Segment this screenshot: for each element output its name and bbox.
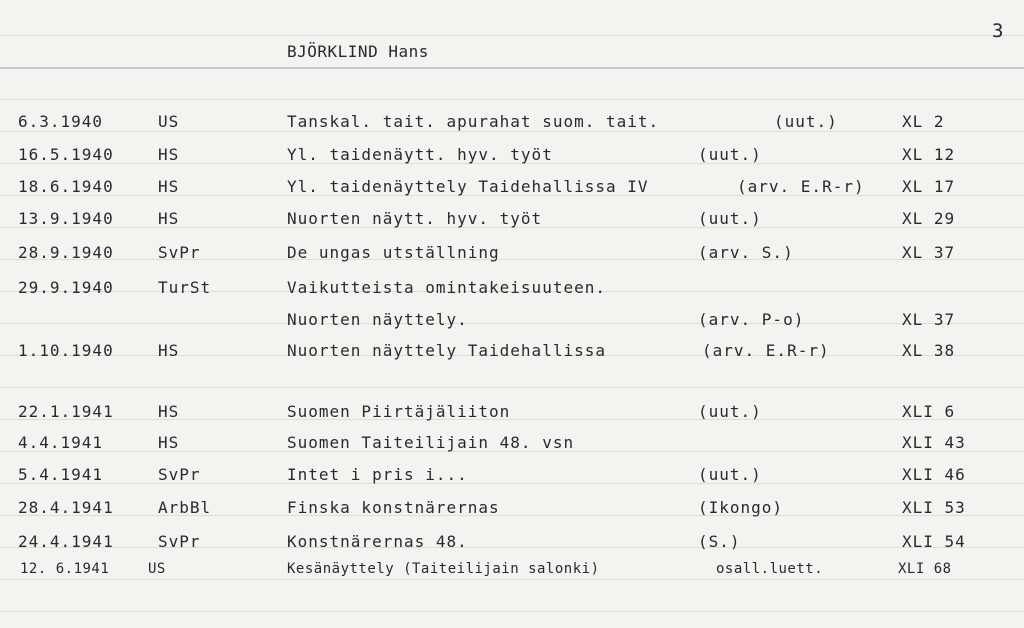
entry-row xyxy=(0,341,1024,371)
entry-row xyxy=(0,561,1024,591)
entry-ref: XL 12 xyxy=(902,145,956,164)
entry-note: (arv. S.) xyxy=(698,243,794,262)
entry-date: 22.1.1941 xyxy=(18,402,114,421)
entry-title: Suomen Piirtäjäliiton xyxy=(287,402,511,421)
entry-note: (arv. E.R-r) xyxy=(737,177,865,196)
entry-note: (uut.) xyxy=(698,402,762,421)
entry-ref: XL 37 xyxy=(902,243,956,262)
entry-row xyxy=(0,243,1024,273)
entry-date: 4.4.1941 xyxy=(18,433,104,452)
entry-title: Nuorten näytt. hyv. työt xyxy=(287,209,543,228)
entry-title: Nuorten näyttely Taidehallissa xyxy=(287,341,606,360)
page-number: 3 xyxy=(992,20,1004,42)
entry-title: Tanskal. tait. apurahat suom. tait. xyxy=(287,112,660,131)
entry-title: Finska konstnärernas xyxy=(287,498,500,517)
entry-ref: XL 29 xyxy=(902,209,956,228)
entry-ref: XL 17 xyxy=(902,177,956,196)
entry-row xyxy=(0,145,1024,175)
entry-source: US xyxy=(158,112,180,131)
entry-ref: XL 38 xyxy=(902,341,956,360)
entry-note: (uut.) xyxy=(698,209,762,228)
entry-note: (S.) xyxy=(698,532,741,551)
entry-date: 6.3.1940 xyxy=(18,112,104,131)
entry-ref: XLI 68 xyxy=(898,561,952,577)
header-divider xyxy=(0,67,1024,69)
entry-title: Nuorten näyttely. xyxy=(287,310,468,329)
entry-source: HS xyxy=(158,433,180,452)
entry-source: US xyxy=(148,561,166,577)
entry-date: 18.6.1940 xyxy=(18,177,114,196)
entry-note: (uut.) xyxy=(698,145,762,164)
entry-date: 24.4.1941 xyxy=(18,532,114,551)
entry-source: TurSt xyxy=(158,278,212,297)
entry-title: De ungas utställning xyxy=(287,243,500,262)
entry-row xyxy=(0,465,1024,495)
entry-note: (arv. P-o) xyxy=(698,310,805,329)
entry-note: (uut.) xyxy=(698,465,762,484)
entry-title: Suomen Taiteilijain 48. vsn xyxy=(287,433,575,452)
entry-ref: XLI 53 xyxy=(902,498,966,517)
entry-ref: XL 2 xyxy=(902,112,945,131)
entry-row xyxy=(0,112,1024,142)
entry-note: osall.luett. xyxy=(716,561,824,577)
entry-title: Vaikutteista omintakeisuuteen. xyxy=(287,278,606,297)
entry-ref: XLI 46 xyxy=(902,465,966,484)
entry-note: (arv. E.R-r) xyxy=(702,341,830,360)
entry-row xyxy=(0,532,1024,562)
entry-title: Yl. taidenäytt. hyv. työt xyxy=(287,145,553,164)
entry-date: 16.5.1940 xyxy=(18,145,114,164)
entry-row xyxy=(0,209,1024,239)
entry-row xyxy=(0,433,1024,463)
entry-ref: XLI 54 xyxy=(902,532,966,551)
entry-title: Intet i pris i... xyxy=(287,465,468,484)
entry-source: ArbBl xyxy=(158,498,212,517)
entry-date: 5.4.1941 xyxy=(18,465,104,484)
entry-title: Konstnärernas 48. xyxy=(287,532,468,551)
entry-note: (uut.) xyxy=(774,112,838,131)
entry-row xyxy=(0,402,1024,432)
entry-title: Kesänäyttely (Taiteilijain salonki) xyxy=(287,561,600,577)
entry-date: 12. 6.1941 xyxy=(20,561,110,577)
entry-date: 28.4.1941 xyxy=(18,498,114,517)
entry-row xyxy=(0,278,1024,308)
entry-source: HS xyxy=(158,145,180,164)
entry-date: 1.10.1940 xyxy=(18,341,114,360)
entry-date: 13.9.1940 xyxy=(18,209,114,228)
entry-source: HS xyxy=(158,341,180,360)
person-name: BJÖRKLIND Hans xyxy=(287,42,429,61)
entry-note: (Ikongo) xyxy=(698,498,784,517)
entry-ref: XLI 43 xyxy=(902,433,966,452)
entry-row xyxy=(0,498,1024,528)
entry-source: HS xyxy=(158,209,180,228)
entry-row xyxy=(0,177,1024,207)
entry-source: SvPr xyxy=(158,243,201,262)
entry-row xyxy=(0,310,1024,340)
entry-source: SvPr xyxy=(158,532,201,551)
entry-title: Yl. taidenäyttely Taidehallissa IV xyxy=(287,177,649,196)
entry-date: 28.9.1940 xyxy=(18,243,114,262)
entry-source: HS xyxy=(158,177,180,196)
entry-ref: XLI 6 xyxy=(902,402,956,421)
entry-date: 29.9.1940 xyxy=(18,278,114,297)
entry-ref: XL 37 xyxy=(902,310,956,329)
entry-source: HS xyxy=(158,402,180,421)
entry-source: SvPr xyxy=(158,465,201,484)
